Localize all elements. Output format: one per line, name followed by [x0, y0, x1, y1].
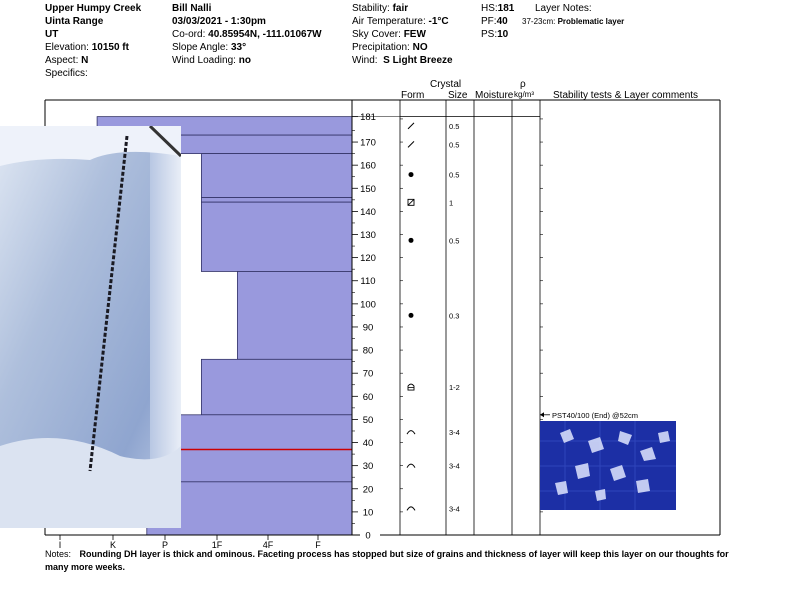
range: Uinta Range [45, 16, 104, 27]
datetime: 03/03/2021 - 1:30pm [172, 16, 266, 27]
grain-form-squarerounded [408, 384, 414, 390]
hardness-tick-label: F [315, 540, 321, 550]
grain-size: 0.5 [449, 140, 460, 150]
grain-size: 3-4 [449, 428, 460, 438]
precipitation: Precipitation: NO [352, 42, 428, 53]
hardness-tick-label: I [58, 540, 62, 550]
snowpit-photo [0, 126, 181, 528]
hardness-tick-label: 4F [262, 540, 274, 550]
grain-size: 1-2 [449, 383, 460, 393]
height-tick-label: 140 [360, 206, 376, 218]
col-moisture: Moisture [475, 90, 514, 101]
grain-form-caret [407, 464, 415, 468]
hardness-bar [201, 154, 352, 198]
col-density: kg/m³ [514, 90, 534, 99]
grain-form-square [408, 199, 414, 205]
grain-form-dot [409, 238, 414, 243]
crystal-photo [540, 421, 676, 510]
hardness-bar [201, 202, 352, 271]
aspect: Aspect: N [45, 55, 89, 66]
layer-notes-label: Layer Notes: [535, 3, 592, 14]
height-tick-label: 130 [360, 230, 376, 242]
grain-size: 0.3 [449, 311, 460, 321]
state: UT [45, 29, 59, 40]
grain-form-caret [407, 431, 415, 435]
grain-form-slash [408, 141, 414, 147]
layer-note: 37-23cm: Problematic layer [522, 17, 625, 26]
height-tick-label: 0 [365, 530, 371, 542]
hardness-bar [201, 359, 352, 414]
notes [45, 548, 745, 574]
layer-table [352, 100, 540, 535]
hs: HS:181 [481, 3, 515, 14]
col-form: Form [401, 90, 425, 101]
col-crystal: Crystal [430, 79, 462, 90]
height-tick-label: 181 [360, 112, 376, 124]
coordinates: Co-ord: 40.85954N, -111.01067W [172, 29, 322, 40]
height-tick-label: 170 [360, 137, 376, 149]
col-rho: ρ [520, 79, 526, 90]
stability: Stability: fair [352, 3, 409, 14]
height-tick-label: 30 [362, 461, 374, 473]
slope-angle: Slope Angle: 33° [172, 42, 247, 53]
grain-size: 0.5 [449, 170, 460, 180]
height-tick-label: 100 [360, 299, 376, 311]
hardness-tick-label: P [161, 540, 169, 550]
height-tick-label: 110 [360, 276, 376, 288]
col-stability: Stability tests & Layer comments [553, 90, 699, 101]
hardness-bar [201, 198, 352, 203]
height-tick-label: 60 [362, 391, 374, 403]
specifics: Specifics: [45, 68, 88, 79]
stability-test-label: PST40/100 (End) @52cm [552, 410, 638, 420]
height-tick-label: 80 [362, 345, 374, 357]
air-temperature: Air Temperature: -1°C [352, 16, 449, 27]
grain-size: 0.5 [449, 121, 460, 131]
grain-size: 0.5 [449, 236, 460, 246]
notes-text: Rounding DH layer is thick and ominous. Faceting process has stopped but size of grains and thickness of layer will keep this layer on our thoughts for many more weeks. [45, 549, 729, 572]
grain-size: 3-4 [449, 461, 460, 471]
wind: Wind: S Light Breeze [352, 55, 453, 66]
height-tick-label: 50 [362, 414, 374, 426]
height-tick-label: 160 [360, 160, 376, 172]
sky-cover: Sky Cover: FEW [352, 29, 426, 40]
height-tick-label: 10 [362, 507, 374, 519]
pf: PF:40 [481, 16, 508, 27]
grain-form-dot [409, 172, 414, 177]
hardness-bar [237, 271, 352, 359]
observer: Bill Nalli [172, 3, 212, 14]
grain-form-caret [407, 507, 415, 511]
grain-form-dot [409, 313, 414, 318]
elevation: Elevation: 10150 ft [45, 42, 129, 53]
notes-label: Notes: [45, 549, 72, 559]
location: Upper Humpy Creek [45, 3, 142, 14]
hardness-tick-label: 1F [211, 540, 223, 550]
grain-form-slash [408, 123, 414, 129]
ps: PS:10 [481, 29, 509, 40]
wind-loading: Wind Loading: no [172, 55, 251, 66]
height-tick-label: 70 [362, 368, 374, 380]
height-tick-label: 20 [362, 484, 374, 496]
height-tick-label: 40 [362, 438, 374, 450]
grain-size: 1 [449, 198, 454, 208]
height-tick-label: 150 [360, 183, 376, 195]
hardness-tick-label: K [109, 540, 117, 550]
height-tick-label: 120 [360, 253, 376, 265]
height-tick-label: 90 [362, 322, 374, 334]
grain-size: 3-4 [449, 504, 460, 514]
height-axis [352, 112, 376, 541]
col-size: Size [448, 90, 468, 101]
